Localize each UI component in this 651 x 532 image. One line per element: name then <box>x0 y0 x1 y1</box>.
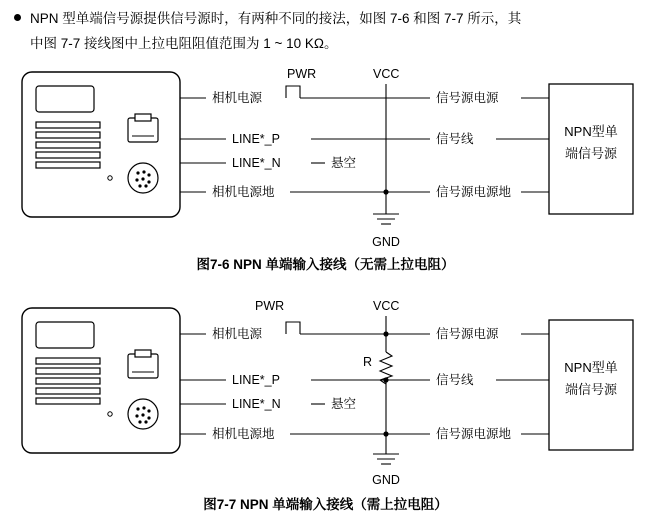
figure-7-7 <box>0 288 651 523</box>
label-source-ground: 信号源电源地 <box>436 185 512 199</box>
source-box-line-1: NPN型单 <box>564 360 618 375</box>
label-pwr: PWR <box>287 67 317 81</box>
diagram-7-7 <box>0 288 651 488</box>
label-gnd: GND <box>372 473 400 487</box>
intro-line-2: 中图 7-7 接线图中上拉电阻阻值范围为 1 ~ 10 KΩ。 <box>30 36 338 51</box>
wire-pwr-step <box>286 322 300 334</box>
label-camera-power: 相机电源 <box>212 327 263 341</box>
figure-7-6 <box>0 56 651 271</box>
source-box-line-2: 端信号源 <box>564 382 618 397</box>
label-signal-line: 信号线 <box>436 373 474 387</box>
label-floating: 悬空 <box>331 156 357 170</box>
label-floating: 悬空 <box>331 397 357 411</box>
signal-source-box <box>549 84 633 214</box>
camera-illustration <box>22 72 180 217</box>
label-vcc: VCC <box>373 67 400 81</box>
intro-paragraph <box>14 6 639 56</box>
label-signal-line: 信号线 <box>436 132 474 146</box>
label-camera-power: 相机电源 <box>212 91 263 105</box>
intro-line-1: NPN 型单端信号源提供信号源时，有两种不同的接法，如图 7-6 和图 7-7 所示，其 <box>30 11 522 26</box>
label-source-ground: 信号源电源地 <box>436 427 512 441</box>
label-line-p: LINE*_P <box>232 373 280 387</box>
label-line-n: LINE*_N <box>232 397 281 411</box>
label-source-power: 信号源电源 <box>436 91 499 105</box>
figure-7-7-caption: 图7-7 NPN 单端输入接线（需上拉电阻） <box>203 497 448 512</box>
signal-source-box <box>549 320 633 450</box>
label-camera-ground: 相机电源地 <box>212 427 275 441</box>
figure-7-6-caption: 图7-6 NPN 单端输入接线（无需上拉电阻） <box>196 257 455 272</box>
camera-illustration <box>22 308 180 453</box>
label-line-n: LINE*_N <box>232 156 281 170</box>
label-camera-ground: 相机电源地 <box>212 185 275 199</box>
source-box-line-2: 端信号源 <box>564 146 618 161</box>
label-resistor: R <box>363 355 373 369</box>
label-pwr: PWR <box>255 299 285 313</box>
bullet-icon <box>14 14 21 21</box>
label-line-p: LINE*_P <box>232 132 280 146</box>
label-gnd: GND <box>372 235 400 249</box>
label-source-power: 信号源电源 <box>436 327 499 341</box>
source-box-line-1: NPN型单 <box>564 124 618 139</box>
label-vcc: VCC <box>373 299 400 313</box>
diagram-7-6 <box>0 56 651 251</box>
wire-pwr-step <box>286 86 300 98</box>
